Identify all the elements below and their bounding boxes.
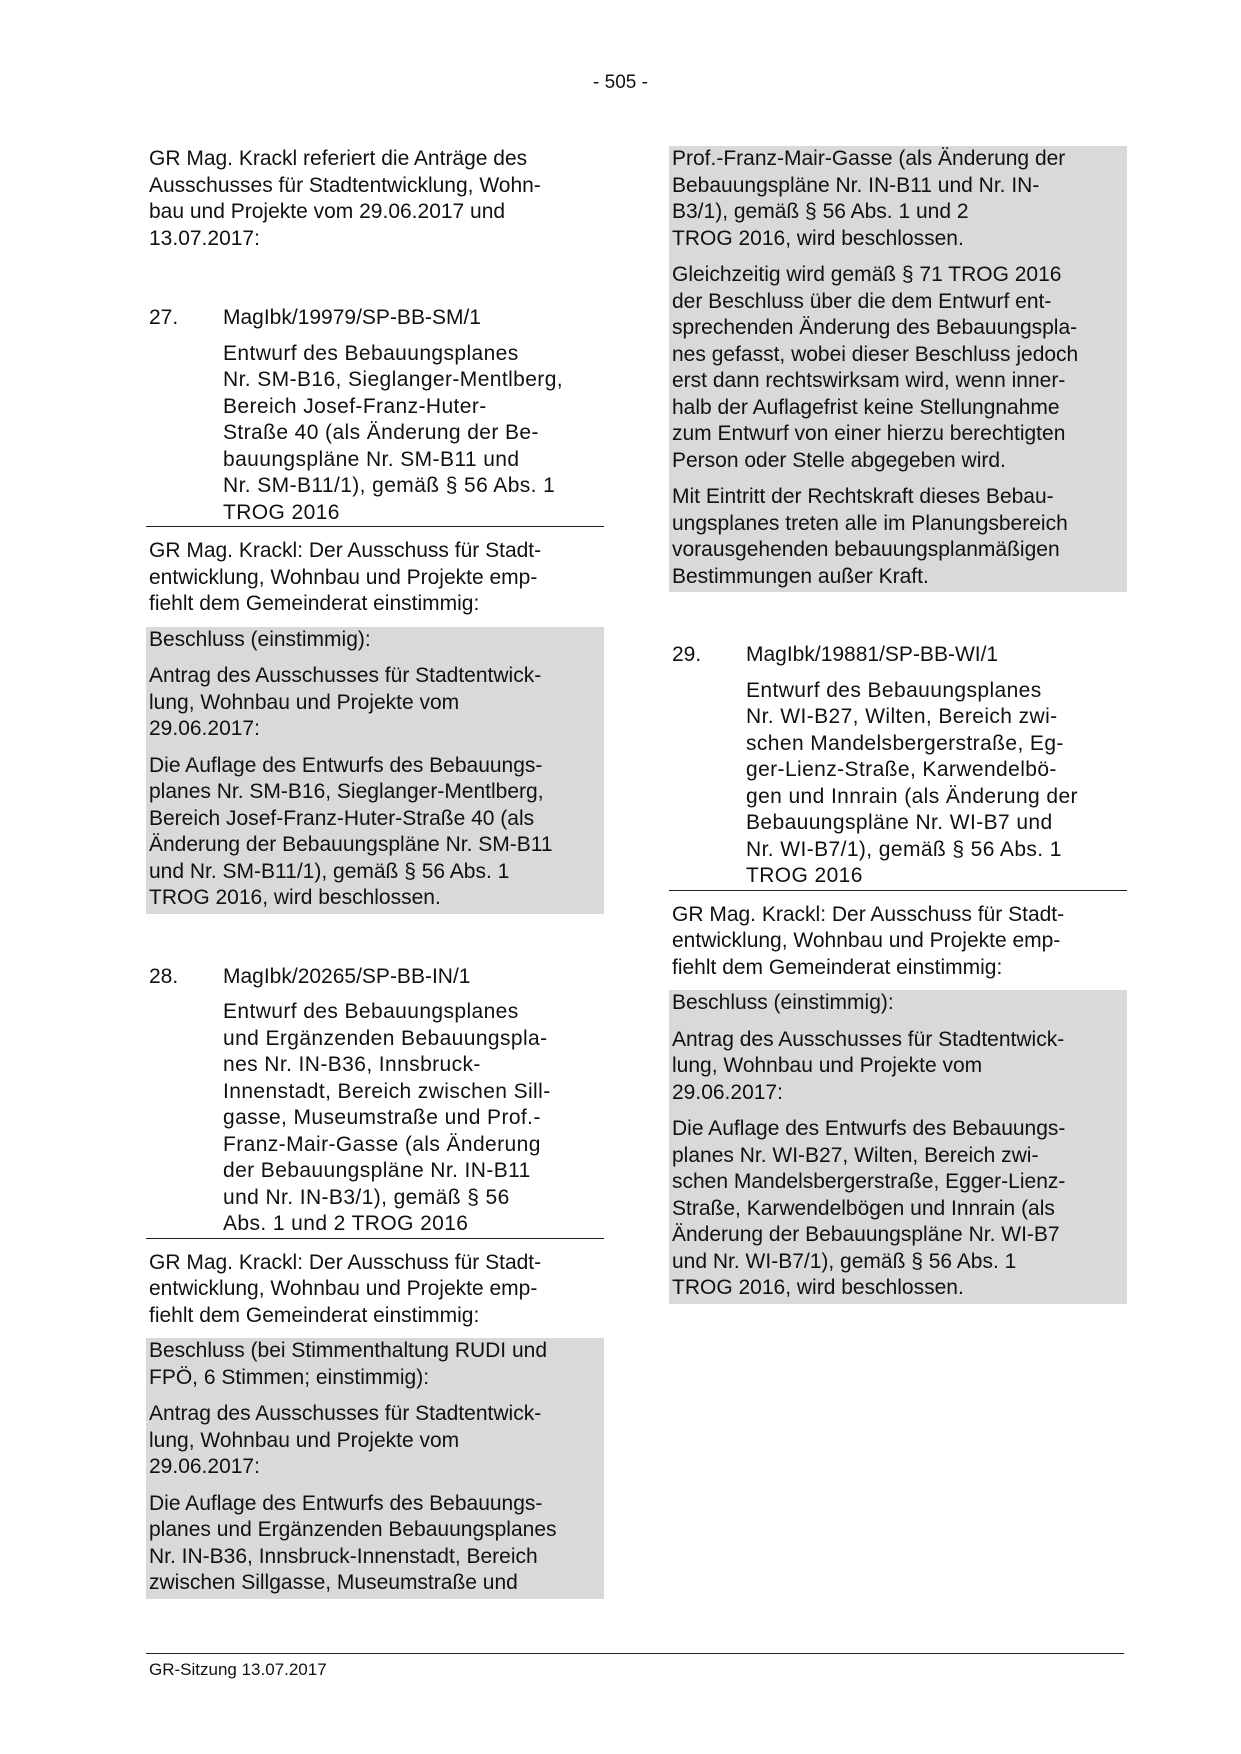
item-29-title: Entwurf des Bebauungsplanes Nr. WI-B27, Wilten, Bereich zwi- schen Mandelsbergerstraße, Eg- ger-Lienz-Straße, Karwendelbö- gen und Innrain (als Änderung der Bebauungspläne Nr. WI-B7 und Nr. WI-B7/1), gemäß § 56 Abs. 1 TROG 2016 <box>669 678 1127 891</box>
item-27-recommendation: GR Mag. Krackl: Der Ausschuss für Stadt- entwicklung, Wohnbau und Projekte emp- fiehlt dem Gemeinderat einstimmig: <box>149 539 542 615</box>
item-27-decision: Die Auflage des Entwurfs des Bebauungs- planes Nr. SM-B16, Sieglanger-Mentlberg, Bereich Josef-Franz-Huter-Straße 40 (als Änderung der Bebauungspläne Nr. SM-B11 und Nr. SM-B11/1), gemäß § 56 Abs. 1 TROG 2016, wird beschlossen. <box>149 753 553 909</box>
item-27-number: 27. <box>149 306 179 329</box>
item-29-header <box>669 642 1127 669</box>
right-column <box>669 146 1127 1304</box>
page-number: - 505 - <box>593 72 648 93</box>
footer-session-date: GR-Sitzung 13.07.2017 <box>149 1660 327 1679</box>
item-27-header <box>146 305 604 332</box>
item-28-decision: Die Auflage des Entwurfs des Bebauungs- planes und Ergänzenden Bebauungsplanes Nr. IN-B36, Innsbruck-Innenstadt, Bereich zwischen Sillgasse, Museumstraße und <box>149 1491 557 1594</box>
item-27-title: Entwurf des Bebauungsplanes Nr. SM-B16, Sieglanger-Mentlberg, Bereich Josef-Franz-Huter- Straße 40 (als Änderung der Be- bauungspläne Nr. SM-B11 und Nr. SM-B11/1), gemäß § 56 Abs. 1 TROG 2016 <box>146 341 604 528</box>
item-29-decision: Die Auflage des Entwurfs des Bebauungs- planes Nr. WI-B27, Wilten, Bereich zwi- schen Mandelsbergerstraße, Egger-Lienz- Straße, Karwendelbögen und Innrain (als Änderung der Bebauungspläne Nr. WI-B7 und Nr. WI-B7/1), gemäß § 56 Abs. 1 TROG 2016, wird beschlossen. <box>672 1117 1066 1299</box>
item-29-antrag: Antrag des Ausschusses für Stadtentwick- lung, Wohnbau und Projekte vom 29.06.2017: <box>672 1027 1065 1104</box>
item-28-recommendation: GR Mag. Krackl: Der Ausschuss für Stadt- entwicklung, Wohnbau und Projekte emp- fiehlt dem Gemeinderat einstimmig: <box>149 1250 542 1327</box>
item-28-resolution-block <box>146 1338 604 1599</box>
item-27-code: MagIbk/19979/SP-BB-SM/1 <box>223 306 481 329</box>
item-28-title: Entwurf des Bebauungsplanes und Ergänzenden Bebauungspla- nes Nr. IN-B36, Innsbruck- Innenstadt, Bereich zwischen Sill- gasse, Museumstraße und Prof.- Franz-Mair-Gasse (als Änderung der Bebauungspläne Nr. IN-B11 und Nr. IN-B3/1), gemäß § 56 Abs. 1 und 2 TROG 2016 <box>146 999 604 1239</box>
item-27-beschluss: Beschluss (einstimmig): <box>149 627 371 651</box>
simultaneous-resolution: Gleichzeitig wird gemäß § 71 TROG 2016 der Beschluss über die dem Entwurf ent- sprechenden Änderung des Bebauungspla- nes gefasst, wobei dieser Beschluss jedoch erst dann rechtswirksam wird, wenn inner- halb der Auflagefrist keine Stellungnahme zum Entwurf von einer hierzu berechtigten Person oder Stelle abgegeben wird. <box>672 263 1079 472</box>
footer-divider <box>146 1653 1124 1654</box>
item-29-beschluss: Beschluss (einstimmig): <box>672 991 894 1014</box>
left-column <box>146 146 604 1599</box>
item-29-number: 29. <box>672 643 702 666</box>
item-28-header <box>146 964 604 991</box>
item-29-code: MagIbk/19881/SP-BB-WI/1 <box>746 643 999 666</box>
item-28-resolution-continued <box>669 146 1127 592</box>
item-28-beschluss: Beschluss (bei Stimmenthaltung RUDI und FPÖ, 6 Stimmen; einstimmig): <box>149 1339 548 1389</box>
item-27-antrag: Antrag des Ausschusses für Stadtentwick- lung, Wohnbau und Projekte vom 29.06.2017: <box>149 664 542 740</box>
item-29-resolution-block <box>669 990 1127 1304</box>
item-27-resolution-block <box>146 627 604 914</box>
intro-paragraph: GR Mag. Krackl referiert die Anträge des Ausschusses für Stadtentwicklung, Wohn- bau und Projekte vom 29.06.2017 und 13.07.2017: <box>149 147 541 250</box>
item-28-antrag: Antrag des Ausschusses für Stadtentwick- lung, Wohnbau und Projekte vom 29.06.2017: <box>149 1402 542 1478</box>
item-28-decision-continued: Prof.-Franz-Mair-Gasse (als Änderung der Bebauungspläne Nr. IN-B11 und Nr. IN- B3/1), gemäß § 56 Abs. 1 und 2 TROG 2016, wird beschlossen. <box>672 147 1066 250</box>
item-28-number: 28. <box>149 964 179 988</box>
item-28-code: MagIbk/20265/SP-BB-IN/1 <box>223 964 471 988</box>
legal-effect-paragraph: Mit Eintritt der Rechtskraft dieses Bebau- ungsplanes treten alle im Planungsbereich vorausgehenden bebauungsplanmäßigen Bestimmungen außer Kraft. <box>672 485 1068 588</box>
item-29-recommendation: GR Mag. Krackl: Der Ausschuss für Stadt- entwicklung, Wohnbau und Projekte emp- fiehlt dem Gemeinderat einstimmig: <box>672 902 1065 979</box>
